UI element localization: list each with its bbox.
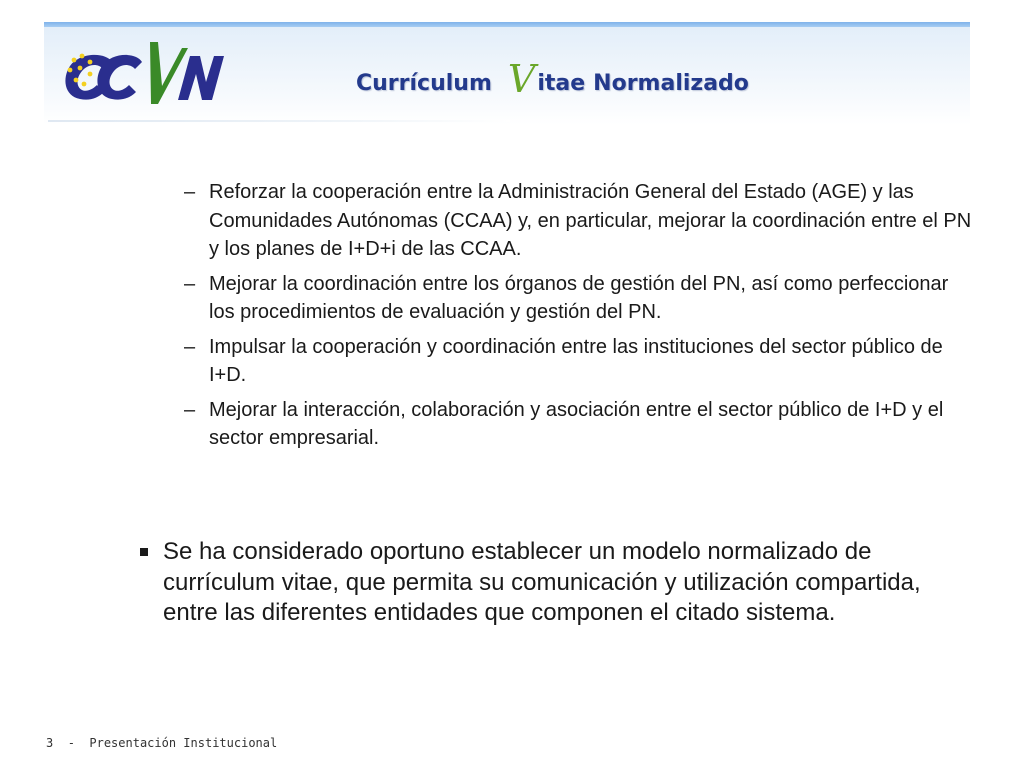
sub-bullet-item [184,270,974,327]
dash-marker: – [184,335,196,358]
slide-footer [46,736,277,750]
sub-bullet-item [184,333,974,390]
main-bullet-item [138,537,974,629]
title-curriculum: Currículum [356,71,492,96]
footer-label: Presentación Institucional [89,736,278,750]
sub-bullet-text: Reforzar la cooperación entre la Administración General del Estado (AGE) y las Comunidades Autónomas (CCAA) y, en particular, mejorar la coordinación entre el PN y los planes de I+D+i de las CCAA. [209,181,972,260]
title-vitae: itae [537,71,586,96]
sub-bullet-item [184,178,974,264]
sub-bullet-list [184,178,974,459]
dash-marker: – [184,398,196,421]
header-divider [48,120,510,122]
cvn-logo [54,38,229,110]
main-bullet-text: Se ha considerado oportuno establecer un modelo normalizado de currículum vitae, que permita su comunicación y utilización compartida, entre las diferentes entidades que componen el citado sistema. [163,538,921,626]
sub-bullet-text: Mejorar la interacción, colaboración y asociación entre el sector público de I+D y el sector empresarial. [209,398,944,449]
sub-bullet-item [184,396,974,453]
cvn-title-banner [356,58,749,102]
dash-marker: – [184,272,196,295]
dash-marker: – [184,181,196,203]
title-normalizado: Normalizado [593,71,749,96]
page-number: 3 [46,736,54,750]
square-bullet-icon [140,548,148,556]
cvn-logo-graphic [54,38,229,110]
sub-bullet-text: Impulsar la cooperación y coordinación entre las instituciones del sector público de I+D. [209,335,943,386]
title-v-letter: V [507,57,536,101]
footer-separator: - [67,736,75,750]
sub-bullet-text: Mejorar la coordinación entre los órganos de gestión del PN, así como perfeccionar los procedimientos de evaluación y gestión del PN. [209,272,949,323]
main-bullet-list [138,537,974,629]
